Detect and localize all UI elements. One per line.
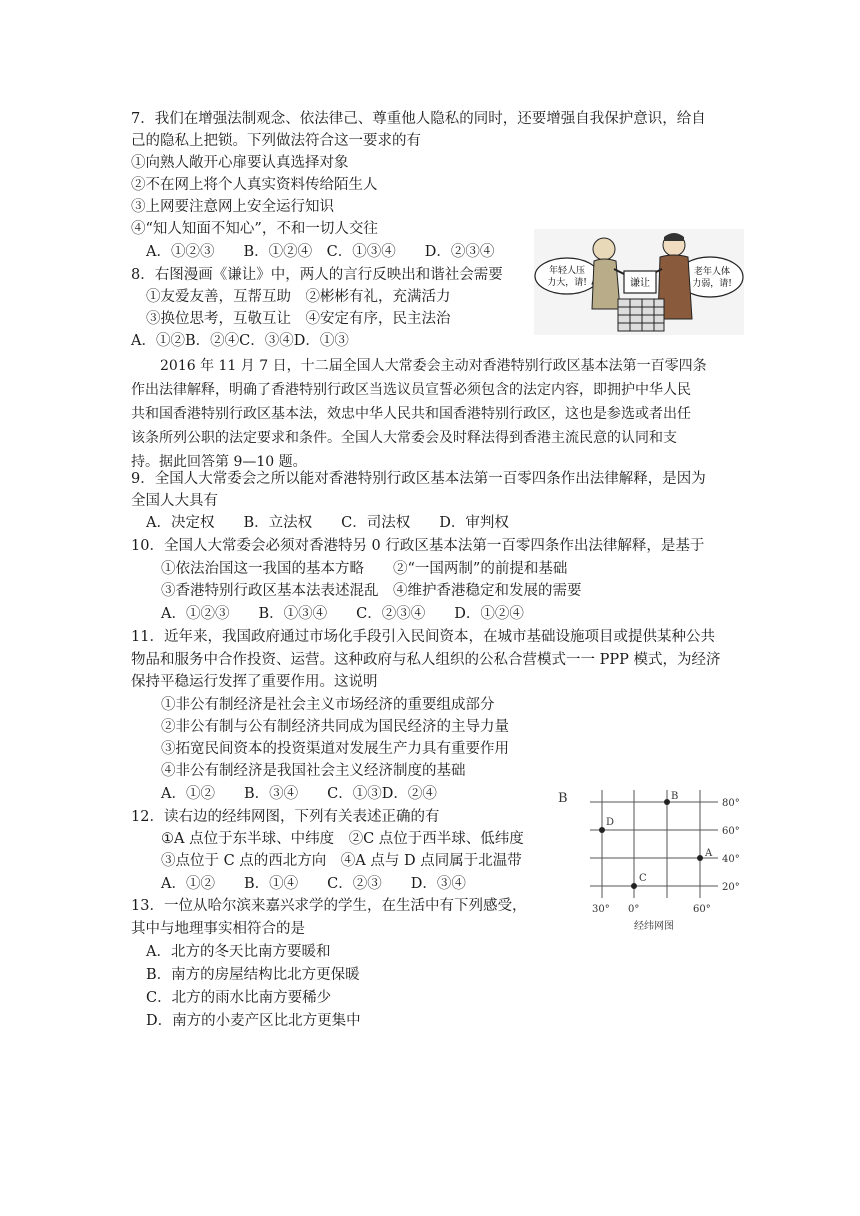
q11-option-4: ④非公有制经济是我国社会主义经济制度的基础 (161, 763, 466, 779)
grid-caption: 经纬网图 (634, 921, 674, 932)
left-bubble-line2: 力大，请! (547, 278, 587, 288)
q8-choices: A．①②B．②④C．③④D．①③ (131, 333, 349, 349)
q7-option-4: ④“知人知面不知心”，不和一切人交往 (131, 221, 378, 237)
point-a-label: A (705, 848, 713, 859)
point-b-label: B (671, 791, 679, 802)
q13-option-a: A．北方的冬天比南方要暖和 (146, 944, 331, 960)
passage-line1: 2016 年 11 月 7 日，十二届全国人大常委会主动对香港特别行政区基本法第一百零四条 (160, 358, 707, 374)
lat-label-40: 40° (722, 854, 740, 865)
point-b (664, 799, 670, 805)
q7-stem-line1: 7．我们在增强法制观念、依法律己、尊重他人隐私的同时，还要增强自我保护意识，给自 (131, 111, 706, 127)
q12-choices: A．①② B．①④ C．②③ D．③④ (161, 876, 466, 892)
q10-choices: A．①②③ B．①③④ C．②③④ D．①②④ (161, 606, 524, 622)
left-bubble-line1: 年轻人压 (548, 266, 586, 276)
q12-options-1-2: ①A 点位于东半球、中纬度 ②C 点位于西半球、低纬度 (161, 831, 524, 847)
q11-stem-line3: 保持平稳运行发挥了重要作用。这说明 (131, 674, 378, 690)
q11-option-2: ②非公有制与公有制经济共同成为国民经济的主导力量 (161, 719, 509, 735)
grid-corner-label: B (558, 791, 568, 806)
q11-stem-line2: 物品和服务中合作投资、运营。这种政府与私人组织的公私合营模式一一 PPP 模式，为经济 (131, 652, 721, 668)
q9-stem-line1: 9．全国人大常委会之所以能对香港特别行政区基本法第一百零四条作出法律解释，是因为 (131, 471, 706, 487)
q10-options-1-2: ①依法治国这一我国的基本方略 ②“一国两制”的前提和基础 (161, 561, 568, 577)
q10-stem: 10．全国人大常委会必须对香港特另 0 行政区基本法第一百零四条作出法律解释，是基于 (131, 538, 705, 554)
point-c-label: C (639, 873, 647, 884)
right-bubble-line2: 力弱，请! (692, 279, 732, 289)
lat-label-20: 20° (722, 882, 740, 893)
right-bubble-line1: 老年人体 (693, 267, 731, 277)
q9-stem-line2: 全国人大具有 (131, 493, 218, 509)
q12-options-3-4: ③点位于 C 点的西北方向 ④A 点与 D 点同属于北温带 (161, 853, 522, 869)
passage-line4: 该条所列公职的法定要求和条件。全国人大常委会及时释法得到香港主流民意的认同和支 (131, 430, 677, 446)
q11-choices: A．①② B．③④ C．①③D．②④ (161, 786, 437, 802)
passage-line5: 持。据此回答第 9—10 题。 (131, 454, 307, 470)
q13-option-d: D．南方的小麦产区比北方更集中 (146, 1013, 361, 1029)
lon-label-30: 30° (592, 904, 610, 915)
q7-stem-line2: 己的隐私上把锁。下列做法符合这一要求的有 (131, 133, 421, 149)
sign-text: 谦让 (630, 278, 650, 289)
q9-choices: A．决定权 B．立法权 C．司法权 D．审判权 (146, 515, 509, 531)
q10-options-3-4: ③香港特别行政区基本法表述混乱 ④维护香港稳定和发展的需要 (161, 583, 582, 599)
turnstile (618, 299, 664, 331)
passage-line2: 作出法律解释，明确了香港特别行政区当选议员宣誓必须包含的法定内容，即拥护中华人民 (131, 382, 691, 398)
point-d-label: D (606, 817, 615, 828)
passage-line3: 共和国香港特别行政区基本法，效忠中华人民共和国香港特别行政区，这也是参选或者出任 (131, 406, 691, 422)
q13-stem-line2: 其中与地理事实相符合的是 (131, 921, 305, 937)
q7-option-2: ②不在网上将个人真实资料传给陌生人 (131, 177, 378, 193)
q8-stem: 8．右图漫画《谦让》中，两人的言行反映出和谐社会需要 (131, 267, 503, 283)
q13-stem-line1: 13．一位从哈尔滨来嘉兴求学的学生，在生活中有下列感受， (131, 898, 527, 914)
q7-option-1: ①向熟人敞开心扉要认真选择对象 (131, 155, 349, 171)
lon-label-60: 60° (693, 904, 711, 915)
lon-label-0: 0° (628, 904, 640, 915)
q13-option-c: C．北方的雨水比南方要稀少 (146, 990, 332, 1006)
q7-option-3: ③上网要注意网上安全运行知识 (131, 199, 334, 215)
left-speech-bubble (535, 258, 599, 294)
q8-options-1-2: ①友爱友善，互帮互助 ②彬彬有礼，充满活力 (146, 289, 451, 305)
lat-long-grid-figure (550, 780, 750, 935)
point-a (697, 855, 703, 861)
point-d (599, 827, 605, 833)
modesty-cartoon (534, 229, 744, 335)
point-c (631, 883, 637, 889)
lat-label-80: 80° (722, 798, 740, 809)
q11-option-3: ③拓宽民间资本的投资渠道对发展生产力具有重要作用 (161, 741, 509, 757)
q7-choices: A．①②③ B．①②④ C．①③④ D．②③④ (146, 244, 495, 260)
q8-options-3-4: ③换位思考，互敬互让 ④安定有序，民主法治 (146, 311, 451, 327)
q12-stem: 12．读右边的经纬网图，下列有关表述正确的有 (131, 809, 440, 825)
q11-option-1: ①非公有制经济是社会主义市场经济的重要组成部分 (161, 697, 495, 713)
q13-option-b: B．南方的房屋结构比北方更保暖 (146, 967, 360, 983)
lat-label-60: 60° (722, 826, 740, 837)
q11-stem-line1: 11．近年来，我国政府通过市场化手段引入民间资本，在城市基础设施项目或提供某种公共 (131, 629, 715, 645)
